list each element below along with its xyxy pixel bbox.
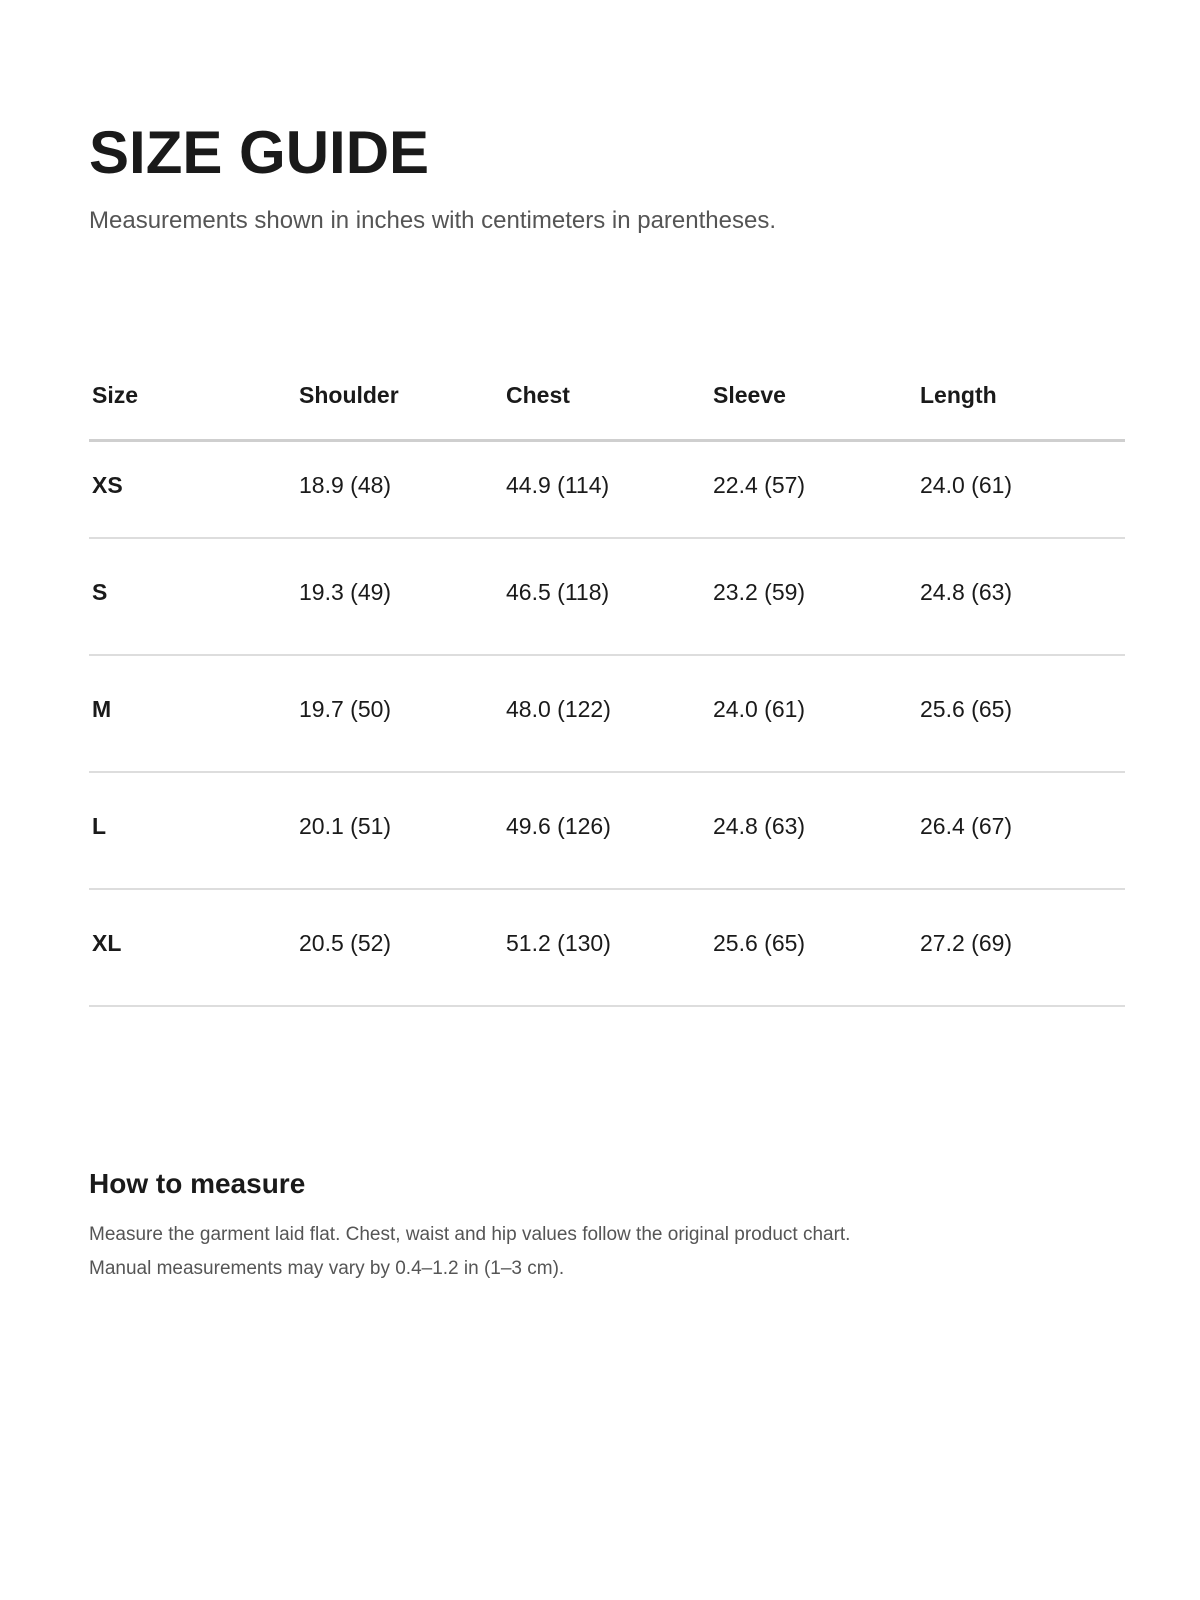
table-row [89,890,1125,1007]
length-cell: 25.6 (65) [920,696,1013,722]
length-cell: 24.0 (61) [920,472,1013,498]
page-title: SIZE GUIDE [89,119,430,186]
column-header-length: Length [920,382,997,408]
shoulder-cell: 19.3 (49) [299,579,392,605]
size-cell: XS [92,472,123,498]
sleeve-cell: 22.4 (57) [713,472,806,498]
length-cell: 27.2 (69) [920,930,1013,956]
length-cell: 26.4 (67) [920,813,1013,839]
shoulder-cell: 20.5 (52) [299,930,392,956]
size-table [89,360,1125,1007]
chest-cell: 49.6 (126) [506,813,611,839]
page-subtitle: Measurements shown in inches with centimeters in parentheses. [89,207,776,234]
how-to-measure-heading: How to measure [89,1168,306,1199]
table-row [89,442,1125,539]
size-cell: L [92,813,107,839]
chest-cell: 51.2 (130) [506,930,611,956]
table-row [89,656,1125,773]
size-cell: S [92,579,108,605]
shoulder-cell: 19.7 (50) [299,696,392,722]
table-header-row [89,360,1125,442]
sleeve-cell: 23.2 (59) [713,579,806,605]
sleeve-cell: 25.6 (65) [713,930,806,956]
length-cell: 24.8 (63) [920,579,1013,605]
column-header-size: Size [92,382,139,408]
table-row [89,773,1125,890]
chest-cell: 46.5 (118) [506,579,610,605]
column-header-chest: Chest [506,382,570,408]
table-row [89,539,1125,656]
shoulder-cell: 20.1 (51) [299,813,392,839]
column-header-shoulder: Shoulder [299,382,399,408]
column-header-sleeve: Sleeve [713,382,786,408]
chest-cell: 48.0 (122) [506,696,611,722]
how-to-measure-line: Measure the garment laid flat. Chest, waist and hip values follow the original product chart. [89,1224,851,1245]
size-cell: XL [92,930,122,956]
how-to-measure-text [89,1218,1125,1286]
chest-cell: 44.9 (114) [506,472,610,498]
how-to-measure-line: Manual measurements may vary by 0.4–1.2 in (1–3 cm). [89,1258,565,1279]
sleeve-cell: 24.0 (61) [713,696,806,722]
sleeve-cell: 24.8 (63) [713,813,806,839]
shoulder-cell: 18.9 (48) [299,472,392,498]
size-cell: M [92,696,112,722]
